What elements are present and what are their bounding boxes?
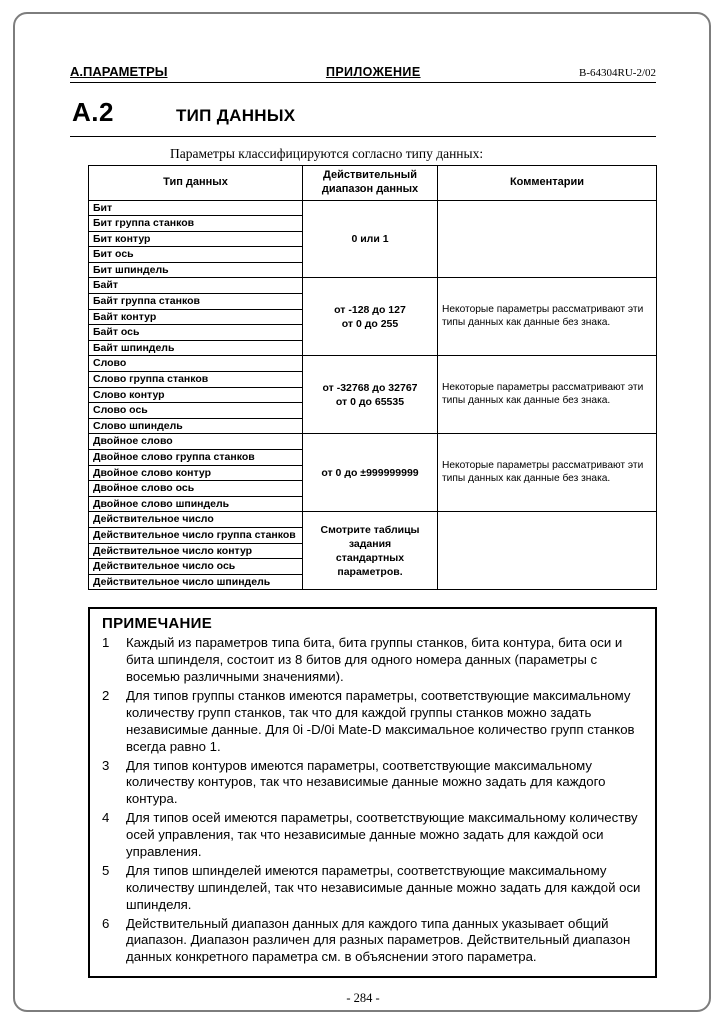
- type-cell: Байт: [89, 278, 303, 294]
- table-row: [89, 434, 657, 450]
- note-item-text: Действительный диапазон данных для каждого типа данных указывает общий диапазон. Диапазон различен для разных параметров. Действительный диапазон данных конкретного параметра см. в объяснении этого параметра.: [126, 915, 631, 965]
- type-cell: Байт шпиндель: [89, 340, 303, 356]
- note-item-number: 6: [102, 915, 110, 931]
- note-item-number: 3: [102, 757, 110, 773]
- col-header-type: Тип данных: [89, 166, 303, 201]
- data-type-table-body: [89, 200, 657, 590]
- note-item-number: 2: [102, 688, 110, 704]
- section-title: ТИП ДАННЫХ: [175, 106, 296, 125]
- comment-cell: Некоторые параметры рассматривают эти типы данных как данные без знака.: [438, 356, 657, 434]
- note-item-number: 1: [102, 635, 110, 651]
- note-item: [102, 688, 645, 756]
- table-row: [89, 512, 657, 528]
- note-item: [102, 635, 645, 686]
- type-cell: Действительное число: [89, 512, 303, 528]
- range-cell: от -32768 до 32767 от 0 до 65535: [303, 356, 438, 434]
- type-cell: Двойное слово контур: [89, 465, 303, 481]
- table-row: [89, 200, 657, 216]
- note-item-number: 4: [102, 810, 110, 826]
- note-item-number: 5: [102, 862, 110, 878]
- page-number: - 284 -: [346, 991, 380, 1006]
- header-chapter-label: А.ПАРАМЕТРЫ: [70, 64, 168, 79]
- comment-cell: [438, 512, 657, 590]
- range-cell: 0 или 1: [303, 200, 438, 278]
- table-row: [89, 278, 657, 294]
- note-item-text: Каждый из параметров типа бита, бита группы станков, бита контура, бита оси и бита шпинделя, состоит из 8 битов для одного номера данных (параметры с восемью различными значениями).: [126, 635, 623, 685]
- table-row: [89, 356, 657, 372]
- section-number: A.2: [72, 97, 114, 127]
- type-cell: Бит группа станков: [89, 216, 303, 232]
- range-cell: от 0 до ±999999999: [303, 434, 438, 512]
- type-cell: Бит ось: [89, 247, 303, 263]
- note-item-text: Для типов осей имеются параметры, соответствующие максимальному количеству осей управления, так что независимые данные можно задать для каждой оси управления.: [126, 810, 638, 860]
- type-cell: Слово: [89, 356, 303, 372]
- note-item-text: Для типов группы станков имеются параметры, соответствующие максимальному количеству групп станков, так что для каждой группы станков можно задать независимые данные. Для 0i -D/0i Mate-D максимальное количество групп станков всегда равно 1.: [126, 688, 635, 754]
- note-item-text: Для типов шпинделей имеются параметры, соответствующие максимальному количеству шпинделей, так что независимые данные можно задать для каждой оси шпинделя.: [126, 862, 641, 912]
- note-item-text: Для типов контуров имеются параметры, соответствующие максимальному количеству контуров, так что независимые данные можно задать для каждого контура.: [126, 757, 606, 807]
- type-cell: Байт ось: [89, 325, 303, 341]
- type-cell: Слово шпиндель: [89, 418, 303, 434]
- note-item: [102, 916, 645, 967]
- type-cell: Действительное число контур: [89, 543, 303, 559]
- type-cell: Слово ось: [89, 403, 303, 419]
- range-cell: от -128 до 127 от 0 до 255: [303, 278, 438, 356]
- type-cell: Байт группа станков: [89, 294, 303, 310]
- type-cell: Действительное число шпиндель: [89, 574, 303, 590]
- data-type-table: [88, 165, 657, 590]
- table-header-row: [89, 166, 657, 201]
- note-item: [102, 758, 645, 809]
- type-cell: Действительное число группа станков: [89, 527, 303, 543]
- type-cell: Слово группа станков: [89, 372, 303, 388]
- comment-cell: Некоторые параметры рассматривают эти типы данных как данные без знака.: [438, 278, 657, 356]
- comment-cell: [438, 200, 657, 278]
- header-doc-code: B-64304RU-2/02: [579, 67, 656, 79]
- type-cell: Бит шпиндель: [89, 262, 303, 278]
- type-cell: Двойное слово группа станков: [89, 450, 303, 466]
- note-item: [102, 863, 645, 914]
- note-item: [102, 810, 645, 861]
- running-header: [70, 64, 656, 83]
- table-header: [89, 166, 657, 201]
- type-cell: Действительное число ось: [89, 559, 303, 575]
- range-cell: Смотрите таблицы задания стандартных параметров.: [303, 512, 438, 590]
- col-header-comment: Комментарии: [438, 166, 657, 201]
- note-title: ПРИМЕЧАНИЕ: [102, 615, 213, 633]
- type-cell: Двойное слово ось: [89, 481, 303, 497]
- note-box: [88, 607, 657, 978]
- note-list: [102, 635, 645, 966]
- col-header-range: Действительный диапазон данных: [303, 166, 438, 201]
- type-cell: Двойное слово: [89, 434, 303, 450]
- section-title-block: [70, 95, 656, 137]
- type-cell: Байт контур: [89, 309, 303, 325]
- page-content: [70, 64, 656, 1006]
- type-cell: Двойное слово шпиндель: [89, 496, 303, 512]
- type-cell: Бит контур: [89, 231, 303, 247]
- type-cell: Слово контур: [89, 387, 303, 403]
- type-cell: Бит: [89, 200, 303, 216]
- intro-text: Параметры классифицируются согласно типу данных:: [170, 146, 484, 161]
- comment-cell: Некоторые параметры рассматривают эти типы данных как данные без знака.: [438, 434, 657, 512]
- header-appendix-label: ПРИЛОЖЕНИЕ: [325, 65, 421, 79]
